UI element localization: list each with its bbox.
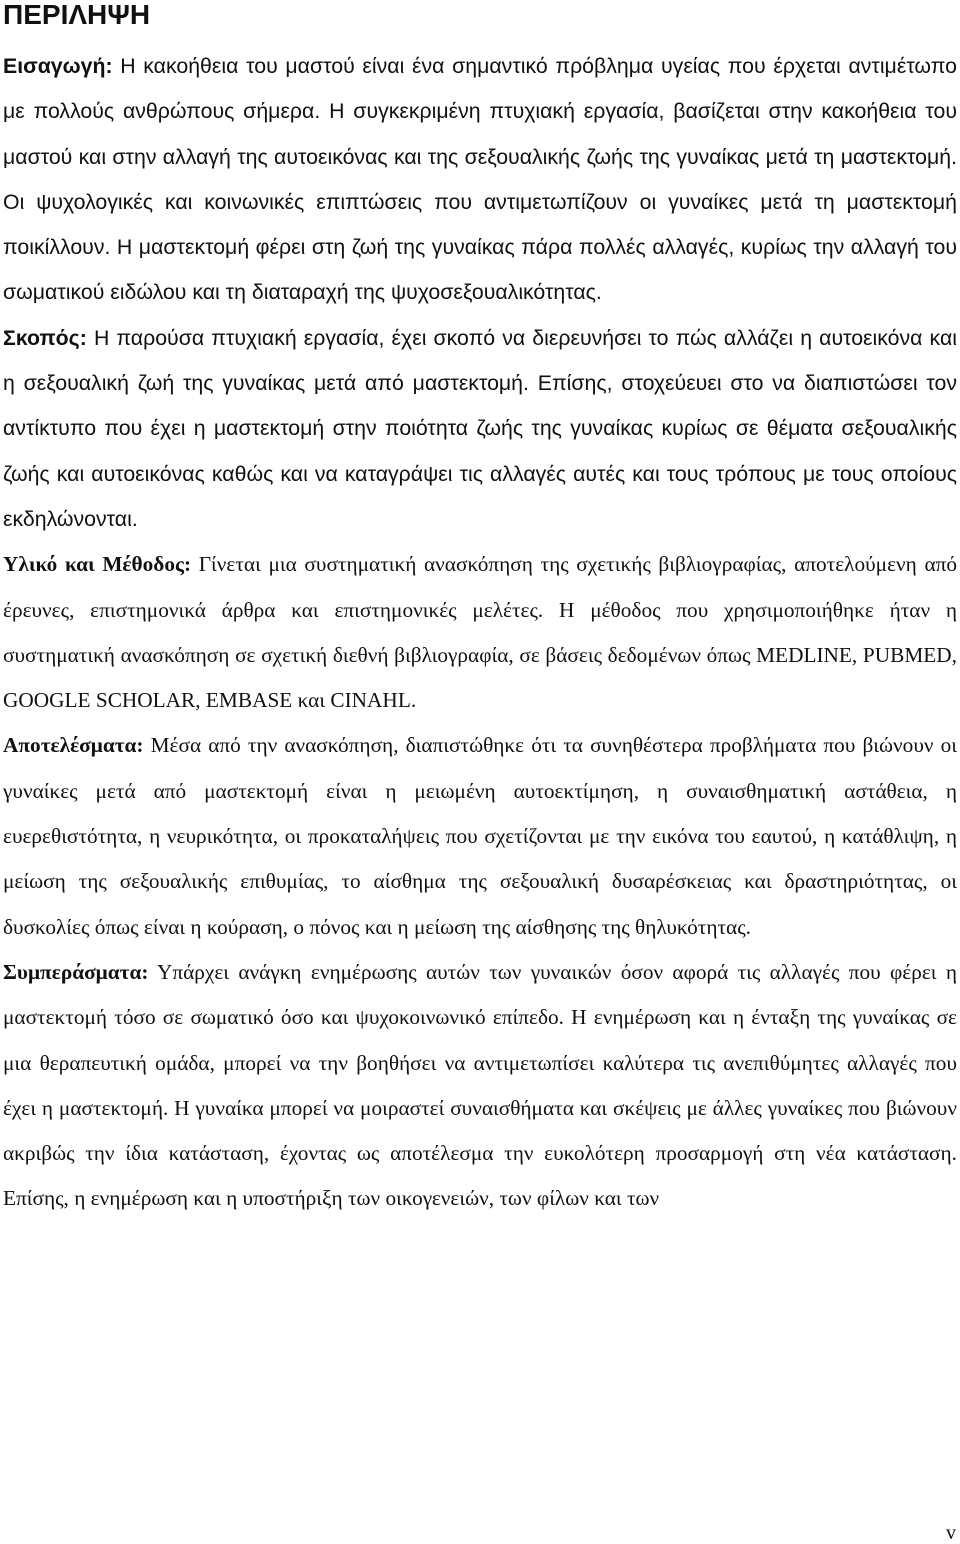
section-aim xyxy=(3,316,957,542)
page-title: ΠΕΡΙΛΗΨΗ xyxy=(3,0,151,30)
section-introduction xyxy=(3,44,957,316)
section-label: Αποτελέσματα: xyxy=(3,733,144,758)
section-text: Γίνεται μια συστηματική ανασκόπηση της σχετικής βιβλιογραφίας, αποτελούμενη από έρευνες, επιστημονικά άρθρα και επιστημονικές μελέτες. Η μέθοδος που χρησιμοποιήθηκε ήταν η συστηματική ανασκόπηση σε σχετική διεθνή βιβλιογραφία, σε βάσεις δεδομένων όπως MEDLINE, PUBMED, GOOGLE SCHOLAR, EMBASE και CINAHL. xyxy=(3,552,957,713)
section-label: Συμπεράσματα: xyxy=(3,959,149,984)
section-label: Εισαγωγή: xyxy=(3,54,113,78)
section-label: Υλικό και Μέθοδος: xyxy=(3,552,192,577)
section-conclusions xyxy=(3,950,957,1222)
section-results xyxy=(3,723,957,949)
document-page xyxy=(3,0,957,1222)
page-number: v xyxy=(946,1522,956,1544)
section-text: Η παρούσα πτυχιακή εργασία, έχει σκοπό να διερευνήσει το πώς αλλάζει η αυτοεικόνα και η σεξουαλική ζωή της γυναίκας μετά από μαστεκτομή. Επίσης, στοχεύευει στο να διαπιστώσει τον αντίκτυπο που έχει η μαστεκτομή στην ποιότητα ζωής της γυναίκας κυρίως σε θέματα σεξουαλικής ζωής και αυτοεικόνας καθώς και να καταγράψει τις αλλαγές αυτές και τους τρόπους με τους οποίους εκδηλώνονται. xyxy=(3,325,957,531)
section-label: Σκοπός: xyxy=(3,325,87,350)
section-text: Υπάρχει ανάγκη ενημέρωσης αυτών των γυναικών όσον αφορά τις αλλαγές που φέρει η μαστεκτομή τόσο σε σωματικό όσο και ψυχοκοινωνικό επίπεδο. Η ενημέρωση και η ένταξη της γυναίκας σε μια θεραπευτική ομάδα, μπορεί να την βοηθήσει να αντιμετωπίσει καλύτερα τις ανεπιθύμητες αλλαγές που έχει η μαστεκτομή. Η γυναίκα μπορεί να μοιραστεί συναισθήματα και σκέψεις με άλλες γυναίκες που βιώνουν ακριβώς την ίδια κατάσταση, έχοντας ως αποτέλεσμα την ευκολότερη προσαρμογή στη νέα κατάσταση. Επίσης, η ενημέρωση και η υποστήριξη των οικογενειών, των φίλων και των xyxy=(3,959,957,1211)
section-text: Μέσα από την ανασκόπηση, διαπιστώθηκε ότι τα συνηθέστερα προβλήματα που βιώνουν οι γυναίκες μετά από μαστεκτομή είναι η μειωμένη αυτοεκτίμηση, η συναισθηματική αστάθεια, η ευερεθιστότητα, η νευρικότητα, οι προκαταλήψεις που σχετίζονται με την εικόνα του εαυτού, η κατάθλιψη, η μείωση της σεξουαλικής επιθυμίας, το αίσθημα της σεξουαλική δυσαρέσκειας και δραστηριότητας, οι δυσκολίες όπως είναι η κούραση, ο πόνος και η μείωση της αίσθησης της θηλυκότητας. xyxy=(3,733,957,939)
section-materials-methods xyxy=(3,542,957,723)
section-text: Η κακοήθεια του μαστού είναι ένα σημαντικό πρόβλημα υγείας που έρχεται αντιμέτωπο με πολλούς ανθρώπους σήμερα. Η συγκεκριμένη πτυχιακή εργασία, βασίζεται στην κακοήθεια του μαστού και στην αλλαγή της αυτοεικόνας και της σεξουαλικής ζωής της γυναίκας μετά τη μαστεκτομή. Οι ψυχολογικές και κοινωνικές επιπτώσεις που αντιμετωπίζουν οι γυναίκες μετά τη μαστεκτομή ποικίλλουν. Η μαστεκτομή φέρει στη ζωή της γυναίκας πάρα πολλές αλλαγές, κυρίως την αλλαγή του σωματικού ειδώλου και τη διαταραχή της ψυχοσεξουαλικότητας. xyxy=(3,54,957,305)
